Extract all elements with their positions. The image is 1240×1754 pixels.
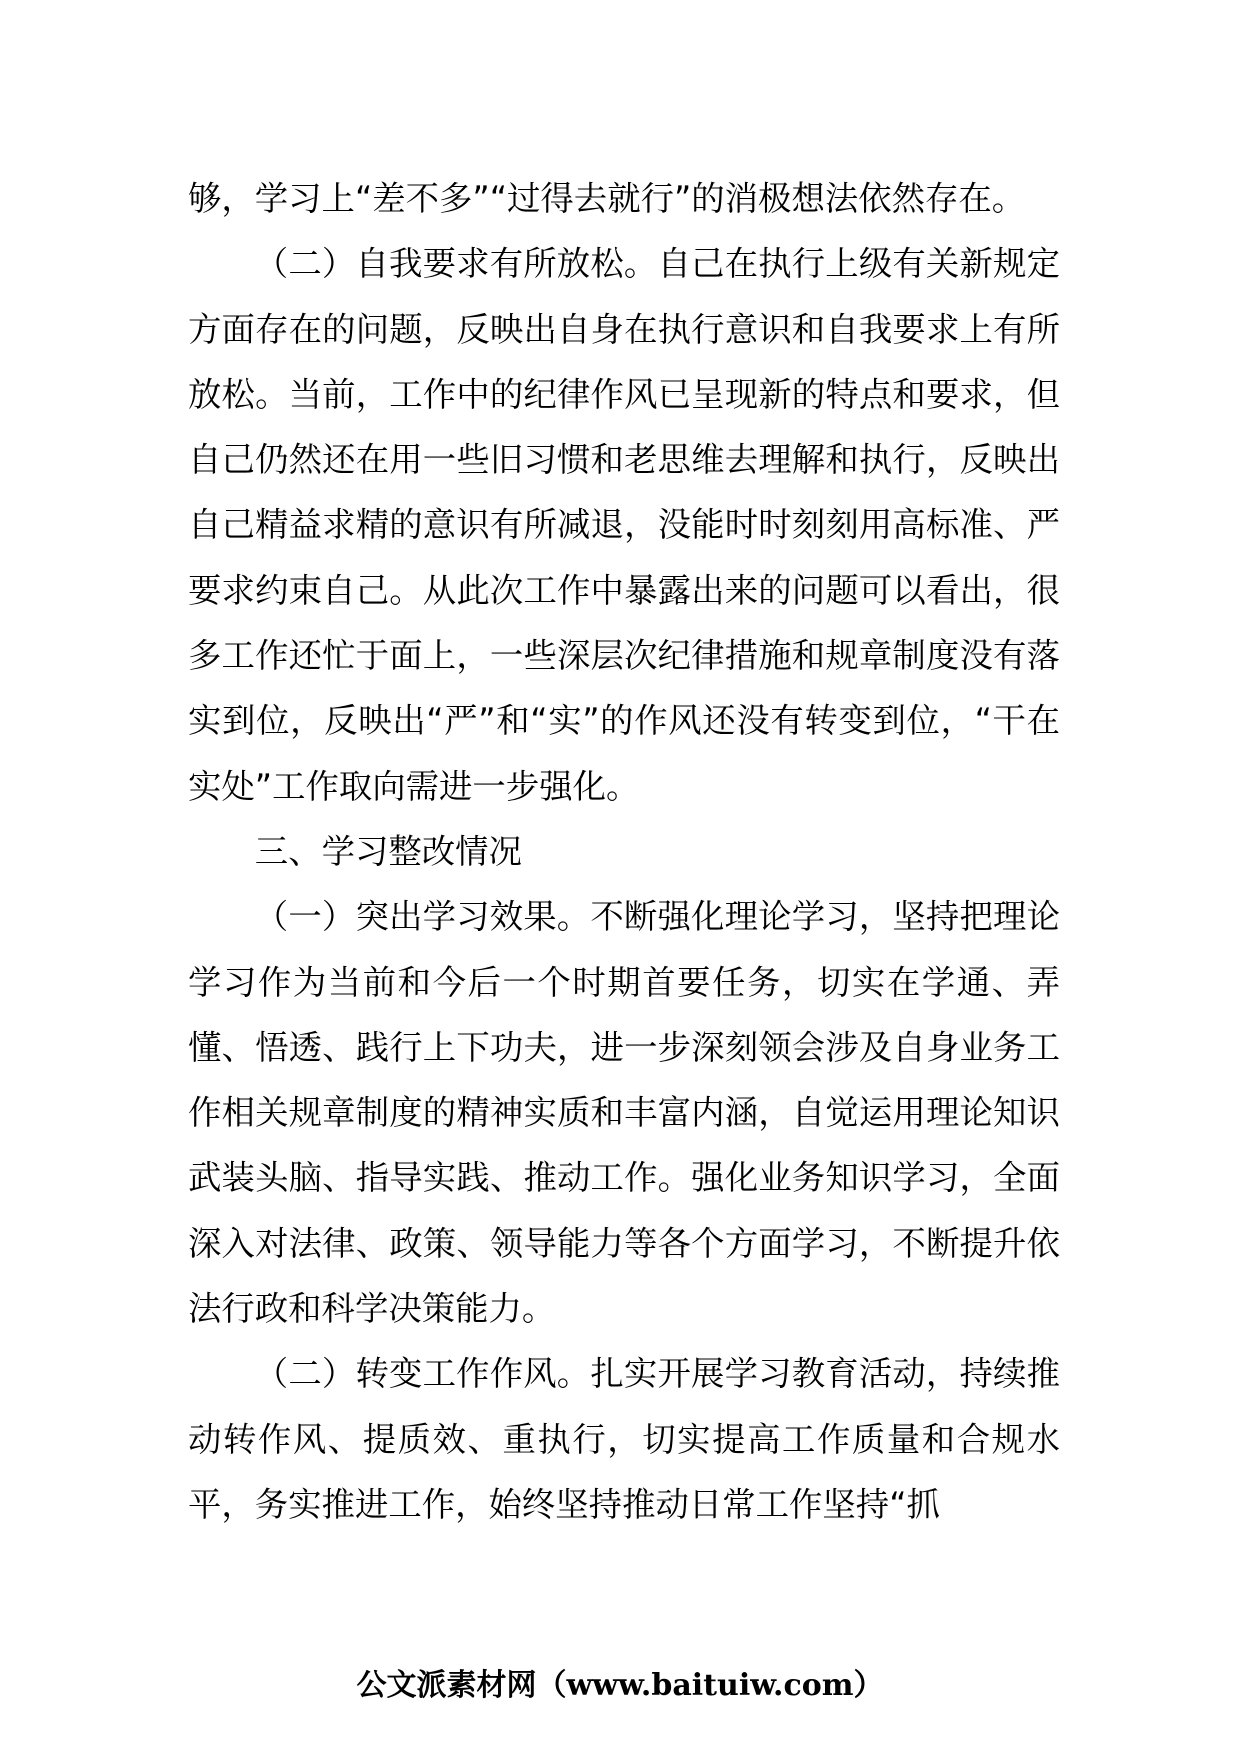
paragraph-study-effect: （一）突出学习效果。不断强化理论学习，坚持把理论学习作为当前和今后一个时期首要任务，切实在学通、弄懂、悟透、践行上下功夫，进一步深刻领会涉及自身业务工作相关规章制度的精神实质和丰富内涵，自觉运用理论知识武装头脑、指导实践、推动工作。强化业务知识学习，全面深入对法律、政策、领导能力等各个方面学习，不断提升依法行政和科学决策能力。 bbox=[188, 897, 1060, 1329]
footer-watermark: 公文派素材网（www.baituiw.com） bbox=[356, 1668, 884, 1703]
paragraph-work-style: （二）转变工作作风。扎实开展学习教育活动，持续推动转作风、提质效、重执行，切实提高工作质量和合规水平，务实推进工作，始终坚持推动日常工作坚持“抓 bbox=[188, 1354, 1060, 1524]
document-body bbox=[188, 166, 1060, 1537]
section-heading-rectification: 三、学习整改情况 bbox=[254, 831, 522, 871]
paragraph-continuation: 够，学习上“差不多”“过得去就行”的消极想法依然存在。 bbox=[188, 179, 1026, 218]
paragraph-self-requirement: （二）自我要求有所放松。自己在执行上级有关新规定方面存在的问题，反映出自身在执行意识和自我要求上有所放松。当前，工作中的纪律作风已呈现新的特点和要求，但自己仍然还在用一些旧习惯和老思维去理解和执行，反映出自己精益求精的意识有所减退，没能时时刻刻用高标准、严要求约束自己。从此次工作中暴露出来的问题可以看出，很多工作还忙于面上，一些深层次纪律措施和规章制度没有落实到位，反映出“严”和“实”的作风还没有转变到位，“干在实处”工作取向需进一步强化。 bbox=[188, 244, 1060, 806]
